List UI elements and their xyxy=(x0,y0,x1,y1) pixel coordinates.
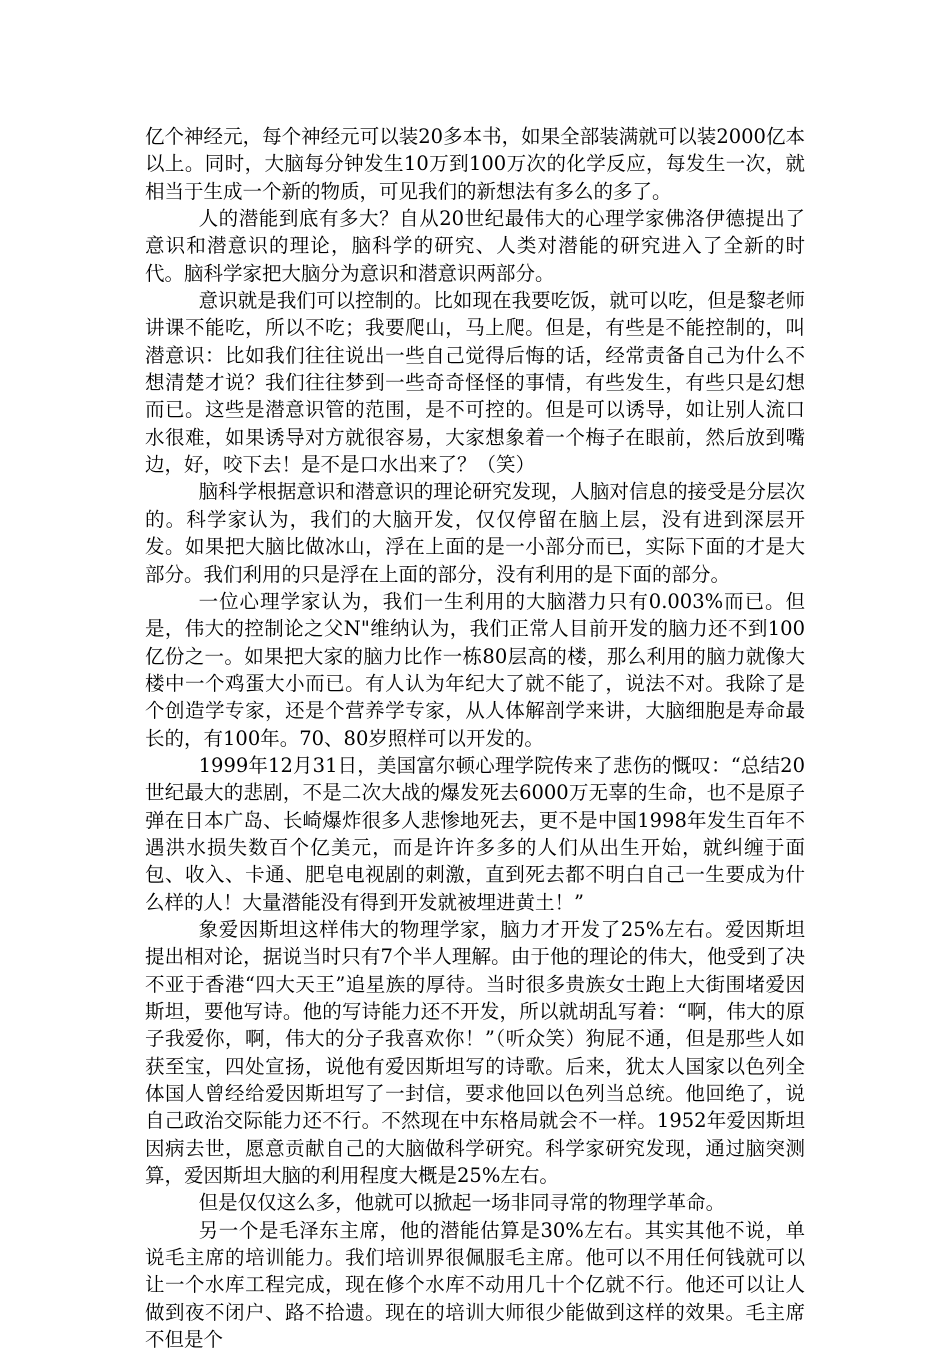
paragraph: 另一个是毛泽东主席，他的潜能估算是30%左右。其实其他不说，单说毛主席的培训能力。我们培训界很佩服毛主席。他可以不用任何钱就可以让一个水库工程完成，现在修个水库不动用几十个亿就不行。他还可以让人做到夜不闭户、路不拾遗。现在的培训大师很少能做到这样的效果。毛主席不但是个 xyxy=(145,1218,805,1352)
paragraph: 人的潜能到底有多大？自从20世纪最伟大的心理学家佛洛伊德提出了意识和潜意识的理论，脑科学的研究、人类对潜能的研究进入了全新的时代。脑科学家把大脑分为意识和潜意识两部分。 xyxy=(145,207,805,285)
paragraph: 脑科学根据意识和潜意识的理论研究发现，人脑对信息的接受是分层次的。科学家认为，我们的大脑开发，仅仅停留在脑上层，没有进到深层开发。如果把大脑比做冰山，浮在上面的是一小部分而已，实际下面的才是大部分。我们利用的只是浮在上面的部分，没有利用的是下面的部分。 xyxy=(145,480,805,586)
body-text xyxy=(145,123,805,1353)
paragraph: 象爱因斯坦这样伟大的物理学家，脑力才开发了25%左右。爱因斯坦提出相对论，据说当时只有7个半人理解。由于他的理论的伟大，他受到了决不亚于香港“四大天王”追星族的厚待。当时很多贵族女士跑上大街围堵爱因斯坦，要他写诗。他的写诗能力还不开发，所以就胡乱写着：“啊，伟大的原子我爱你，啊，伟大的分子我喜欢你！”（听众笑）狗屁不通，但是那些人如获至宝，四处宣扬，说他有爱因斯坦写的诗歌。后来，犹太人国家以色列全体国人曾经给爱因斯坦写了一封信，要求他回以色列当总统。他回绝了，说自己政治交际能力还不行。不然现在中东格局就会不一样。1952年爱因斯坦因病去世，愿意贡献自己的大脑做科学研究。科学家研究发现，通过脑突测算，爱因斯坦大脑的利用程度大概是25%左右。 xyxy=(145,917,805,1188)
paragraph: 但是仅仅这么多，他就可以掀起一场非同寻常的物理学革命。 xyxy=(198,1191,726,1215)
paragraph: 亿个神经元，每个神经元可以装20多本书，如果全部装满就可以装2000亿本以上。同时，大脑每分钟发生10万到100万次的化学反应，每发生一次，就相当于生成一个新的物质，可见我们的新想法有多么的多了。 xyxy=(145,125,805,203)
paragraph: 1999年12月31日，美国富尔顿心理学院传来了悲伤的慨叹：“总结20世纪最大的悲剧，不是二次大战的爆发死去6000万无辜的生命，也不是原子弹在日本广岛、长崎爆炸很多人悲惨地死去，更不是中国1998年发生百年不遇洪水损失数百个亿美元，而是许许多多的人们从出生开始，就纠缠于面包、收入、卡通、肥皂电视剧的刺激，直到死去都不明白自己一生要成为什么样的人！大量潜能没有得到开发就被埋进黄土！” xyxy=(145,753,805,914)
paragraph: 意识就是我们可以控制的。比如现在我要吃饭，就可以吃，但是黎老师讲课不能吃，所以不吃；我要爬山，马上爬。但是，有些是不能控制的，叫潜意识：比如我们往往说出一些自己觉得后悔的话，经常责备自己为什么不想清楚才说？我们往往梦到一些奇奇怪怪的事情，有些发生，有些只是幻想而已。这些是潜意识管的范围，是不可控的。但是可以诱导，如让别人流口水很难，如果诱导对方就很容易，大家想象着一个梅子在眼前，然后放到嘴边，好，咬下去！是不是口水出来了？（笑） xyxy=(145,289,805,477)
paragraph: 一位心理学家认为，我们一生利用的大脑潜力只有0.003%而已。但是，伟大的控制论之父N"维纳认为，我们正常人目前开发的脑力还不到100亿份之一。如果把大家的脑力比作一栋80层高的楼，那么利用的脑力就像大楼中一个鸡蛋大小而已。有人认为年纪大了就不能了，说法不对。我除了是个创造学专家，还是个营养学专家，从人体解剖学来讲，大脑细胞是寿命最长的，有100年。70、80岁照样可以开发的。 xyxy=(145,589,805,750)
